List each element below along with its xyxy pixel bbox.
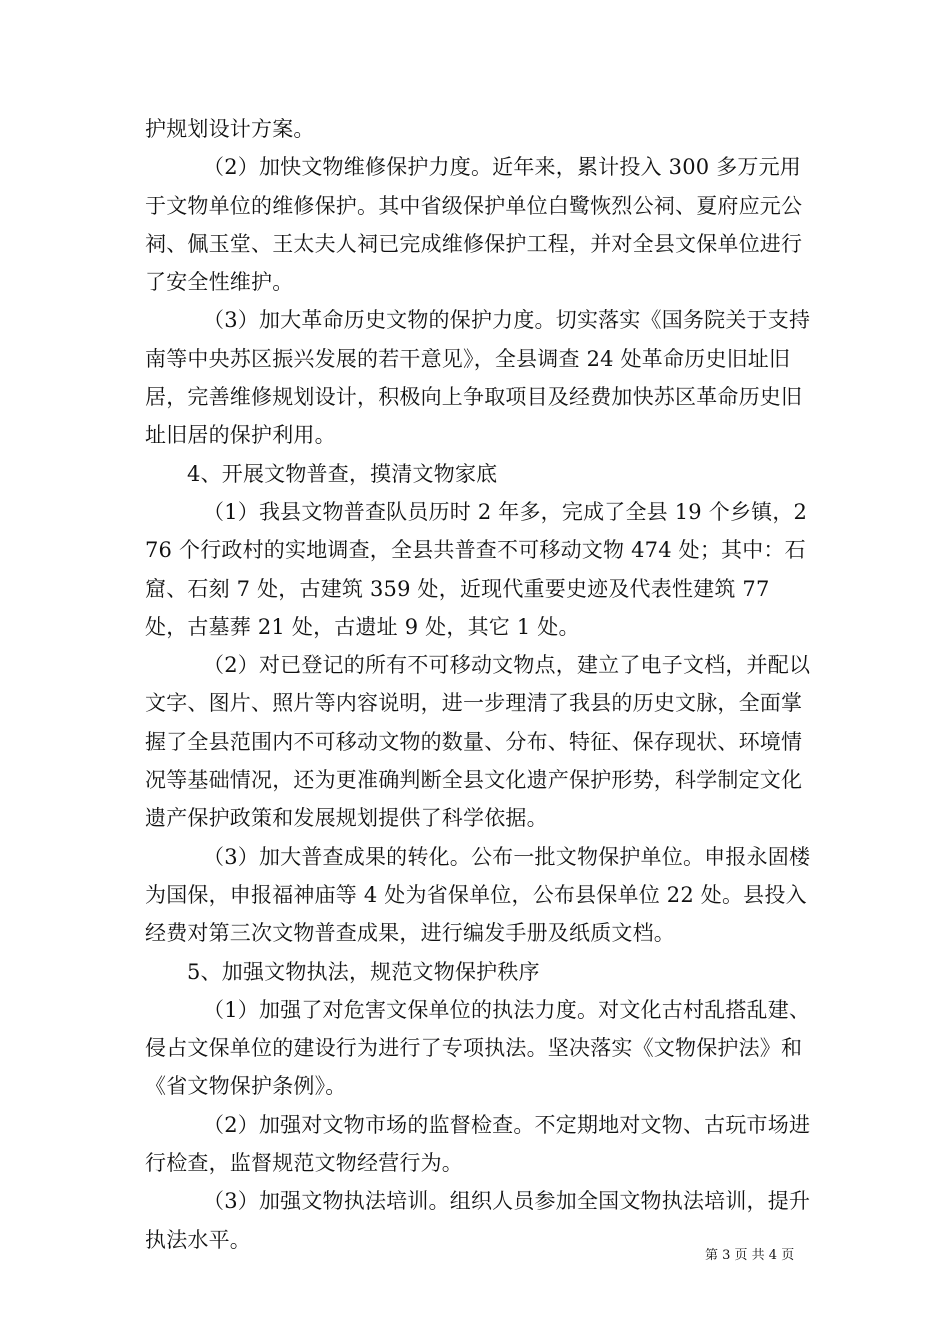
paragraph-repair-protection: （2）加快文物维修保护力度。近年来，累计投入 300 多万元用于文物单位的维修保护。其中省级保护单位白鹭恢烈公祠、夏府应元公祠、佩玉堂、王太夫人祠已完成维修保护工程，并对全县文保单位进行了安全性维护。	[145, 155, 803, 295]
paragraph-continued: 护规划设计方案。	[145, 117, 315, 141]
paragraph-census-survey: （1）我县文物普查队员历时 2 年多，完成了全县 19 个乡镇，276 个行政村的实地调查，全县共普查不可移动文物 474 处；其中：石窟、石刻 7 处，古建筑 359 处，近现代重要史迹及代表性建筑 77 处，古墓葬 21 处，古遗址 9 处，其它 1 处。	[145, 499, 808, 639]
page-number-footer: 第 3 页 共 4 页	[705, 1248, 795, 1263]
paragraph-market-supervision: （2）加强对文物市场的监督检查。不定期地对文物、古玩市场进行检查，监督规范文物经营行为。	[145, 1112, 811, 1176]
paragraph-enforcement-training: （3）加强文物执法培训。组织人员参加全国文物执法培训，提升执法水平。	[145, 1189, 811, 1252]
paragraph-census-results: （3）加大普查成果的转化。公布一批文物保护单位。申报永固楼为国保，申报福神庙等 4 处为省保单位，公布县保单位 22 处。县投入经费对第三次文物普查成果，进行编发手册及纸质文档。	[145, 844, 811, 946]
document-body	[145, 110, 813, 1259]
section-heading-5: 5、加强文物执法，规范文物保护秩序	[187, 959, 540, 984]
paragraph-revolutionary-relics: （3）加大革命历史文物的保护力度。切实落实《国务院关于支持南等中央苏区振兴发展的若干意见》，全县调查 24 处革命历史旧址旧居，完善维修规划设计，积极向上争取项目及经费加快苏区革命历史旧址旧居的保护利用。	[145, 308, 811, 448]
paragraph-law-enforcement: （1）加强了对危害文保单位的执法力度。对文化古村乱搭乱建、侵占文保单位的建设行为进行了专项执法。坚决落实《文物保护法》和《省文物保护条例》。	[145, 997, 811, 1099]
paragraph-electronic-archives: （2）对已登记的所有不可移动文物点，建立了电子文档，并配以文字、图片、照片等内容说明，进一步理清了我县的历史文脉，全面掌握了全县范围内不可移动文物的数量、分布、特征、保存现状、环境情况等基础情况，还为更准确判断全县文化遗产保护形势，科学制定文化遗产保护政策和发展规划提供了科学依据。	[145, 653, 811, 831]
section-heading-4: 4、开展文物普查，摸清文物家底	[187, 461, 498, 486]
